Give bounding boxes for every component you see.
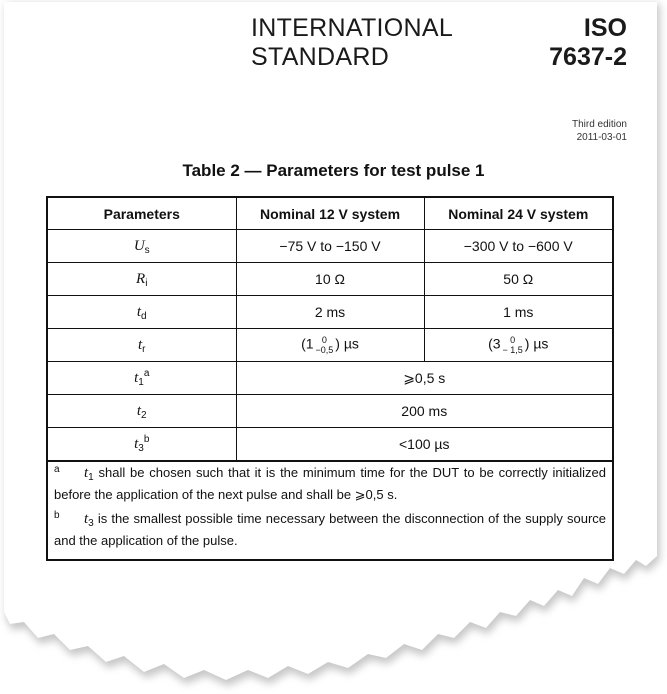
table-row	[48, 263, 612, 296]
parameter-symbol	[48, 395, 236, 428]
table-title: Table 2 — Parameters for test pulse 1	[182, 161, 485, 180]
symbol-subscript: 2	[141, 409, 147, 421]
header-international: INTERNATIONAL	[251, 14, 454, 42]
parameter-symbol	[48, 296, 236, 329]
footnote-text: is the smallest possible time necessary between the disconnection of the supply source and the application of the pulse.	[54, 511, 606, 548]
parameter-symbol	[48, 362, 236, 395]
value-close: ) µs	[524, 335, 549, 352]
symbol-subscript: 3	[138, 443, 144, 454]
value-open: (3	[488, 335, 501, 352]
column-header: Nominal 24 V system	[424, 198, 612, 230]
symbol-letter: t	[134, 370, 139, 386]
table-row	[48, 296, 612, 329]
table-header-row	[48, 198, 612, 230]
symbol-letter: t	[136, 303, 142, 320]
value-both-systems: 200 ms	[236, 395, 612, 428]
footnote-marker: b	[143, 434, 150, 445]
edition-date: 2011-03-01	[576, 132, 627, 143]
symbol-letter: t	[137, 336, 143, 353]
parameters-table	[48, 198, 612, 462]
tolerance-upper: 0	[510, 335, 516, 345]
table-row	[48, 395, 612, 428]
symbol-subscript: i	[145, 277, 148, 289]
table-row	[48, 329, 612, 362]
value-both-systems: <100 µs	[236, 428, 612, 462]
header-standard: STANDARD	[251, 43, 390, 71]
value-close: ) µs	[335, 335, 359, 352]
column-header: Nominal 12 V system	[236, 198, 424, 230]
value-24v: 1 ms	[424, 296, 612, 329]
symbol-letter: t	[134, 436, 139, 452]
edition-label: Third edition	[571, 119, 627, 130]
symbol-subscript: 1	[88, 472, 94, 483]
parameter-symbol	[48, 230, 236, 263]
symbol-subscript: s	[144, 244, 150, 256]
parameter-symbol	[48, 428, 236, 462]
value-24v: −300 V to −600 V	[424, 230, 612, 263]
tolerance	[316, 335, 334, 355]
header-number: 7637-2	[549, 43, 627, 71]
symbol-subscript: r	[142, 343, 146, 355]
table-row	[48, 428, 612, 462]
value-12v: −75 V to −150 V	[236, 230, 424, 263]
symbol-subscript: 1	[138, 377, 144, 388]
footnote	[54, 510, 606, 549]
value-24v	[424, 329, 612, 362]
footnote	[54, 464, 606, 503]
parameters-table-box	[46, 196, 614, 561]
document-number	[549, 14, 627, 72]
value-both-systems: ⩾0,5 s	[236, 362, 612, 395]
value-12v: 2 ms	[236, 296, 424, 329]
symbol-subscript: d	[141, 310, 147, 322]
tolerance-lower: −0,5	[315, 345, 334, 355]
symbol-letter: t	[84, 511, 89, 527]
table-footnotes	[48, 462, 612, 549]
symbol-letter: t	[136, 402, 142, 419]
footnote-marker: a	[143, 368, 150, 379]
edition-info	[572, 118, 627, 144]
footnote-marker: b	[54, 510, 60, 521]
value-12v: 10 Ω	[236, 263, 424, 296]
header-iso: ISO	[583, 14, 627, 42]
footnote-marker: a	[54, 464, 60, 475]
tolerance-upper: 0	[321, 335, 327, 345]
column-header: Parameters	[48, 198, 236, 230]
symbol-letter: t	[84, 465, 89, 481]
table-row	[48, 230, 612, 263]
document-type	[251, 14, 453, 72]
value-open: (1	[301, 335, 314, 352]
symbol-subscript: 3	[88, 518, 94, 529]
symbol-letter: R	[136, 270, 146, 287]
value-24v: 50 Ω	[424, 263, 612, 296]
value-12v	[236, 329, 424, 362]
symbol-letter: U	[133, 237, 145, 254]
parameter-symbol	[48, 329, 236, 362]
tolerance-lower: − 1,5	[502, 345, 523, 355]
parameter-symbol	[48, 263, 236, 296]
table-row	[48, 362, 612, 395]
footnote-text: shall be chosen such that it is the minimum time for the DUT to be correctly initialized before the application of the next pulse and shall be ⩾0,5 s.	[54, 465, 606, 502]
tolerance	[503, 335, 523, 355]
